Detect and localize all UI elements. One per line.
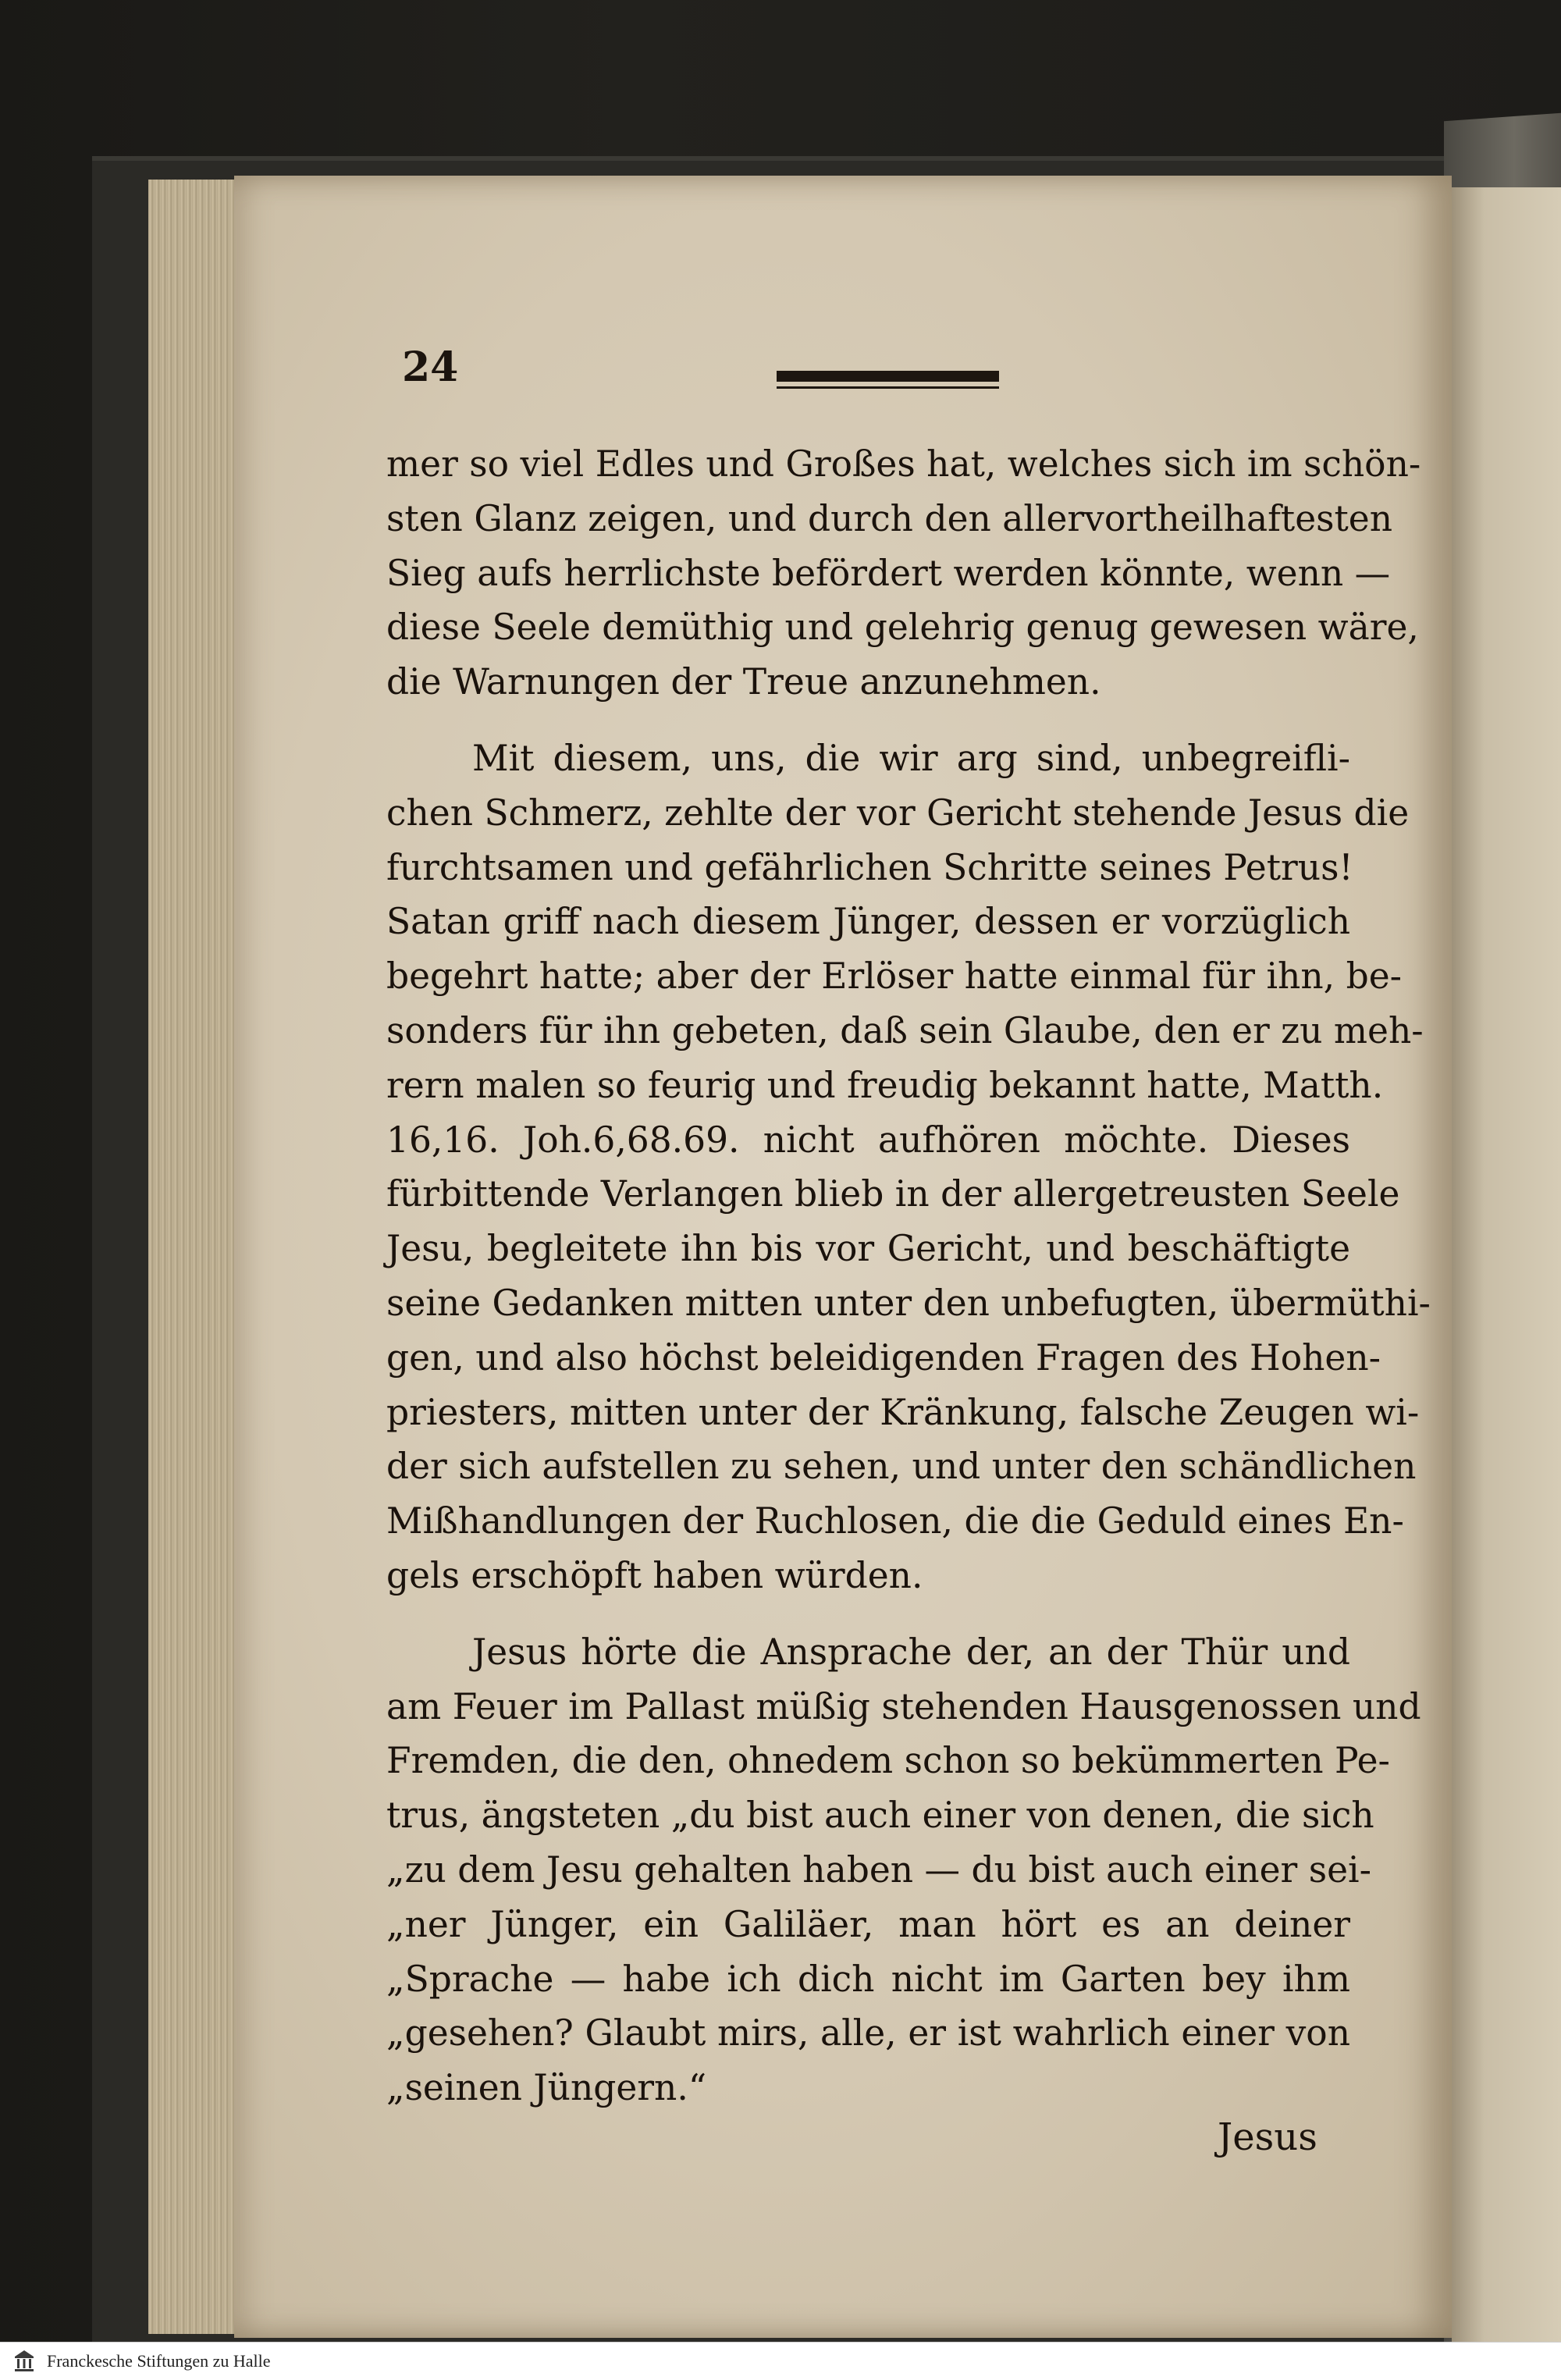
paragraph-1: [386, 437, 1421, 710]
footer-credit: Franckesche Stiftungen zu Halle: [47, 2351, 271, 2371]
text-line: Jesu, begleitete ihn bis vor Gericht, und beschäftigte: [386, 1228, 1350, 1270]
text-line: sonders für ihn gebeten, daß sein Glaube, den er zu meh-: [386, 1009, 1424, 1051]
viewer-footer: [0, 2342, 1561, 2380]
text-line: priesters, mitten unter der Kränkung, falsche Zeugen wi-: [386, 1391, 1420, 1433]
text-line: begehrt hatte; aber der Erlöser hatte einmal für ihn, be-: [386, 955, 1403, 998]
text-line: der sich aufstellen zu sehen, und unter den schändlichen: [386, 1446, 1417, 1488]
text-line: die Warnungen der Treue anzunehmen.: [386, 661, 1101, 703]
text-line: „zu dem Jesu gehalten haben — du bist auch einer sei-: [386, 1848, 1371, 1891]
text-line: Jesus hörte die Ansprache der, an der Thür und: [472, 1631, 1350, 1673]
text-line: Sieg aufs herrlichste befördert werden könnte, wenn —: [386, 552, 1391, 594]
paragraph-2: [386, 731, 1431, 1603]
text-line: Satan griff nach diesem Jünger, dessen er vorzüglich: [386, 901, 1350, 943]
institution-logo-icon: [11, 2348, 37, 2375]
text-line: 16,16. Joh.6,68.69. nicht aufhören möchte. Dieses: [386, 1119, 1350, 1161]
body-text: [386, 437, 1431, 2115]
header-rule: [777, 371, 999, 391]
text-line: sten Glanz zeigen, und durch den allervortheilhaftesten: [386, 497, 1392, 539]
page-number: 24: [402, 343, 459, 391]
text-line: diese Seele demüthig und gelehrig genug gewesen wäre,: [386, 607, 1419, 649]
text-line: fürbittende Verlangen blieb in der allergetreusten Seele: [386, 1173, 1400, 1215]
text-line: am Feuer im Pallast müßig stehenden Hausgenossen und: [386, 1685, 1421, 1727]
paragraph-3: [386, 1625, 1421, 2115]
text-line: Mißhandlungen der Ruchlosen, die die Geduld eines En-: [386, 1500, 1404, 1542]
text-line: mer so viel Edles und Großes hat, welches sich im schön-: [386, 443, 1421, 485]
text-line: gen, und also höchst beleidigenden Fragen des Hohen-: [386, 1336, 1381, 1379]
text-line: Fremden, die den, ohnedem schon so bekümmerten Pe-: [386, 1740, 1390, 1782]
text-line: „seinen Jüngern.“: [386, 2067, 707, 2109]
text-line: „Sprache — habe ich dich nicht im Garten bey ihm: [386, 1958, 1350, 2000]
text-line: gels erschöpft haben würden.: [386, 1554, 923, 1596]
text-line: rern malen so feurig und freudig bekannt hatte, Matth.: [386, 1064, 1384, 1106]
text-line: „gesehen? Glaubt mirs, alle, er ist wahrlich einer von: [386, 2012, 1350, 2054]
text-line: trus, ängsteten „du bist auch einer von denen, die sich: [386, 1795, 1374, 1837]
text-line: chen Schmerz, zehlte der vor Gericht stehende Jesus die: [386, 792, 1410, 834]
facing-page: [1452, 187, 1561, 2342]
text-line: „ner Jünger, ein Galiläer, man hört es an deiner: [386, 1903, 1350, 1945]
text-line: seine Gedanken mitten unter den unbefugten, übermüthi-: [386, 1282, 1431, 1324]
text-line: furchtsamen und gefährlichen Schritte seines Petrus!: [386, 846, 1353, 888]
catchword: Jesus: [1218, 2115, 1317, 2159]
text-line: Mit diesem, uns, die wir arg sind, unbegreifli-: [472, 737, 1350, 779]
